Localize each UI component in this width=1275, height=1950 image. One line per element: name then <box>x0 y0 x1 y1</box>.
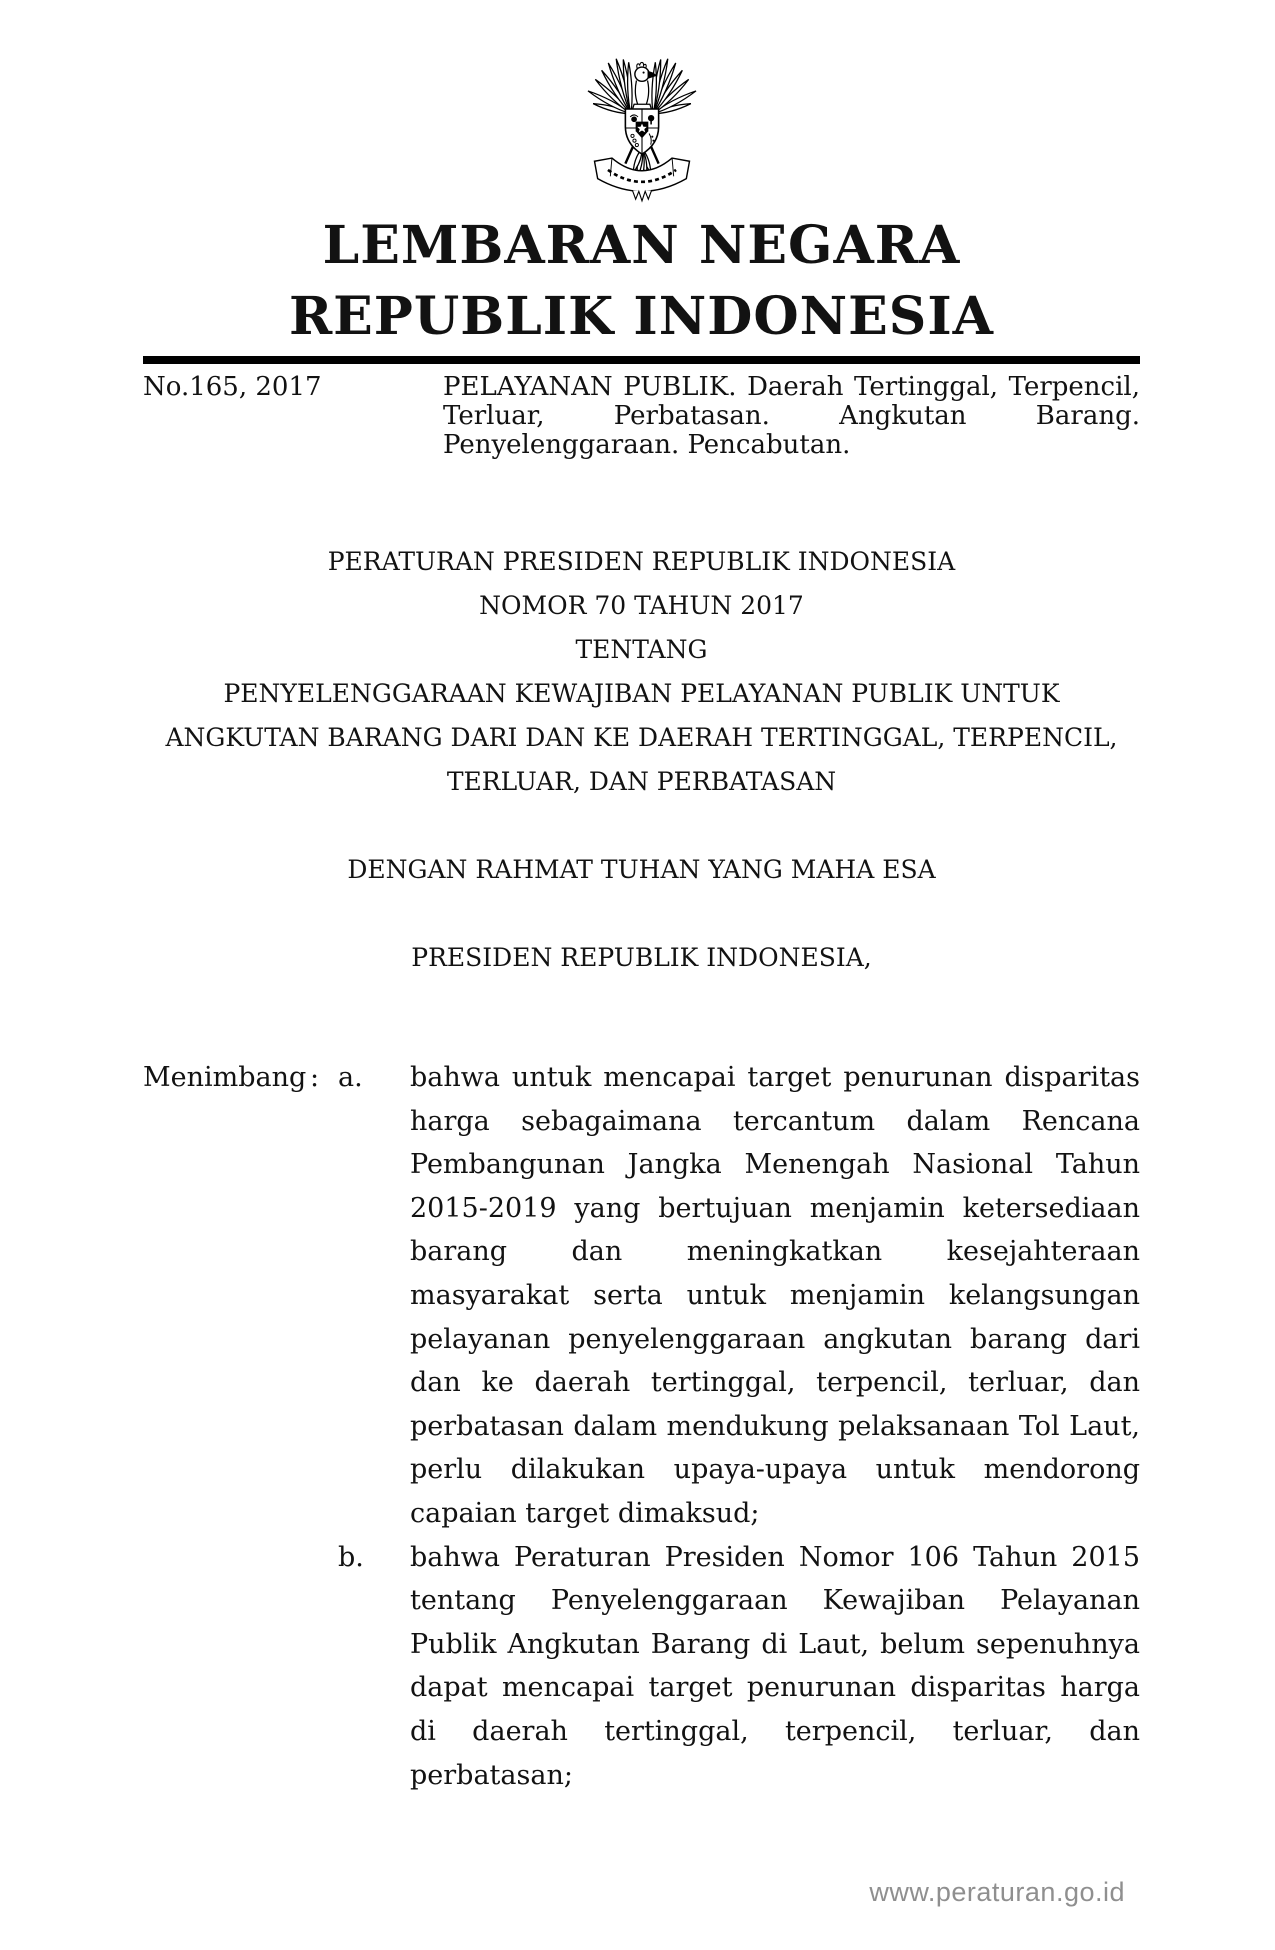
left-wing <box>587 58 633 115</box>
invocation-line: DENGAN RAHMAT TUHAN YANG MAHA ESA <box>347 855 936 884</box>
masthead-line2: REPUBLIK INDONESIA <box>288 286 995 347</box>
gazette-subject-line: Penyelenggaraan. Pencabutan. <box>443 430 851 460</box>
regulation-heading: PERATURAN PRESIDEN REPUBLIK INDONESIA <box>327 547 956 576</box>
emblem-container <box>143 52 1140 204</box>
gazette-subject-line: Terluar, Perbatasan. Angkutan Barang. <box>443 401 1140 431</box>
masthead-rule <box>143 356 1140 364</box>
authority-line: PRESIDEN REPUBLIK INDONESIA, <box>411 943 872 972</box>
consideration-item-a <box>338 1056 1140 1536</box>
gazette-subject-line: PELAYANAN PUBLIK. Daerah Tertinggal, Terpencil, <box>443 372 1140 402</box>
masthead-line1: LEMBARAN NEGARA <box>322 215 961 276</box>
menimbang-colon: : <box>310 1062 320 1093</box>
gazette-number: No.165, 2017 <box>143 372 322 402</box>
right-wing <box>651 58 697 115</box>
gazette-subject <box>443 373 1140 460</box>
garuda-pancasila-emblem <box>567 52 717 204</box>
gazette-info-row <box>143 373 1140 460</box>
menimbang-label: Menimbang <box>143 1062 307 1093</box>
pancasila-shield <box>625 109 658 154</box>
source-url-watermark: www.peraturan.go.id <box>869 1877 1125 1907</box>
item-text: bahwa Peraturan Presiden Nomor 106 Tahun 2015 tentang Penyelenggaraan Kewajiban Pelayanan Publik Angkutan Barang di Laut, belum sepenuhnya dapat mencapai target penurunan disparitas harga di daerah tertinggal, terpencil, terluar, dan perbatasan; <box>410 1541 1140 1791</box>
considerations-section <box>143 1056 1140 1797</box>
page-content <box>143 0 1140 1797</box>
consideration-item-b <box>338 1536 1140 1798</box>
consideration-items <box>338 1056 1140 1797</box>
item-text: bahwa untuk mencapai target penurunan disparitas harga sebagaimana tercantum dalam Rencana Pembangunan Jangka Menengah Nasional Tahun 2015-2019 yang bertujuan menjamin ketersediaan barang dan meningkatkan kesejahteraan masyarakat serta untuk menjamin kelangsungan pelayanan penyelenggaraan angkutan barang dari dan ke daerah tertinggal, terpencil, terluar, dan perbatasan dalam mendukung pelaksanaan Tol Laut, perlu dilakukan upaya-upaya untuk mendorong capaian target dimaksud; <box>410 1062 1140 1529</box>
masthead <box>143 210 1140 352</box>
regulation-title-block <box>143 540 1140 804</box>
regulation-subject: PENYELENGGARAAN KEWAJIBAN PELAYANAN PUBLIK UNTUK ANGKUTAN BARANG DARI DAN KE DAERAH TERTINGGAL, TERPENCIL, TERLUAR, DAN PERBATASAN <box>165 679 1118 796</box>
regulation-number: NOMOR 70 TAHUN 2017 <box>479 591 804 620</box>
item-letter: b. <box>338 1541 364 1573</box>
item-letter: a. <box>338 1062 363 1093</box>
regulation-about-label: TENTANG <box>575 635 708 664</box>
